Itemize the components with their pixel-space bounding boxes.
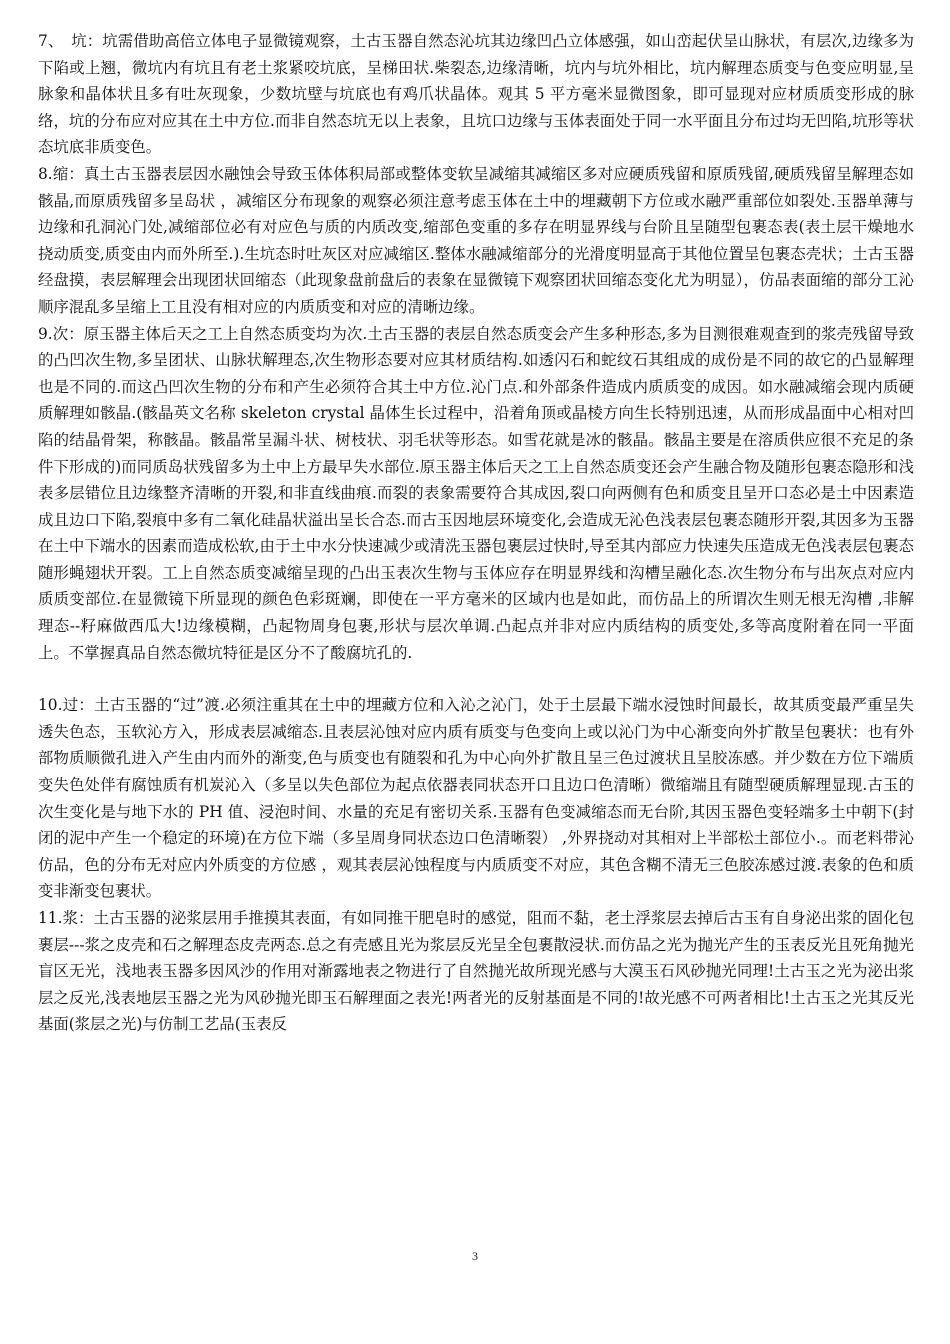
paragraph-7-pit: 7、 坑：坑需借助高倍立体电子显微镜观察，土古玉器自然态沁坑其边缘凹凸立体感强，如山峦起伏呈山脉状，有层次,边缘多为下陷或上翘，微坑内有坑且有老土浆紧咬坑底，呈梯田状.柴裂态,边缘清晰，坑内与坑外相比，坑内解理态质变与色变应明显,呈脉象和晶体状且多有吐灰现象，少数坑壁与坑底也有鸡爪状晶体。观其 5 平方毫米显微图象，即可显现对应材质质变形成的脉络，坑的分布应对应其在土中方位.而非自然态坑无以上表象，且坑口边缘与玉体表面处于同一水平面且分布过均无凹陷,坑形等状态坑底非质变色。	[38, 32, 914, 157]
paragraph-9-secondary: 9.次：原玉器主体后天之工上自然态质变均为次.土古玉器的表层自然态质变会产生多种形态,多为目测很难观查到的浆壳残留导致的凸凹次生物,多呈团状、山脉状解理态,次生物形态要对应其材质结构.如透闪石和蛇纹石其组成的成份是不同的故它的凸显解理也是不同的.而这凸凹次生物的分布和产生必须符合其土中方位.沁门点.和外部条件造成内质质变的成因。如水融减缩会现内质硬质解理如骸晶.(骸晶英文名称 skeleton crystal 晶体生长过程中，沿着角顶或晶棱方向生长特别迅速，从而形成晶面中心相对凹陷的结晶骨架，称骸晶。骸晶常呈漏斗状、树枝状、羽毛状等形态。如雪花就是冰的骸晶。骸晶主要是在溶质供应很不充足的条件下形成的)而同质岛状残留多为土中上方最早失水部位.原玉器主体后天之工上自然态质变还会产生融合物及随形包裹态隐形和浅表多层错位且边缘整齐清晰的开裂,和非直线曲痕.而裂的表象需要符合其成因,裂口向两侧有色和质变且呈开口态必是土中因素造成且边口下陷,裂痕中多有二氧化硅晶状溢出呈长合态.而古玉因地层环境变化,会造成无沁色浅表层包裹态随形开裂,其因多为玉器在土中下端水的因素而造成松软,由于土中水分快速减少或清洗玉器包裹层过快时,导至其内部应力快速失压造成无色浅表层包裹态随形蝇翅状开裂。工上自然态质变减缩呈现的凸出玉表次生物与玉体应存在明显界线和沟槽呈融化态.次生物分布与出灰点对应内质质变部位.在显微镜下所显现的颜色色彩斑斓，即使在一平方毫米的区域内也是如此，而仿品上的所谓次生则无根无沟槽 ,非解理态--籽麻做西瓜大!边缘模糊，凸起物周身包裹,形状与层次单调.凸起点并非对应内质结构的质变处,多等高度附着在同一平面上。不掌握真品自然态微坑特征是区分不了酸腐坑孔的.	[38, 324, 914, 662]
paragraph-11-slurry: 11.浆：土古玉器的泌浆层用手推摸其表面，有如同推干肥皂时的感觉，阻而不黏，老土浮浆层去掉后古玉有自身泌出浆的固化包裹层---浆之皮壳和石之解理态皮壳两态.总之有壳感且光为浆层反光呈全包裹散浸状.而仿品之光为抛光产生的玉表反光且死角抛光盲区无光，浅地表玉器多因风沙的作用对渐露地表之物进行了自然抛光故所现光感与大漠玉石风砂抛光同理!土古玉之光为泌出浆层之反光,浅表地层玉器之光为风砂抛光即玉石解理面之表光!两者光的反射基面是不同的!故光感不可两者相比!土古玉之光其反光基面(浆层之光)与仿制工艺品(玉表反	[38, 909, 914, 1034]
page-number: 3	[472, 1249, 478, 1263]
document-body	[38, 28, 914, 1038]
paragraph-8-shrink: 8.缩：真土古玉器表层因水融蚀会导致玉体体积局部或整体变软呈减缩其减缩区多对应硬质残留和原质残留,硬质残留呈解理态如骸晶,而原质残留多呈岛状 ，减缩区分布现象的观察必须注意考虑玉体在土中的埋藏朝下方位或水融严重部位如裂处.玉器单薄与边缘和孔洞沁门处,减缩部位必有对应色与质的内质改变,缩部色变重的多存在明显界线与台阶且呈随型包裹态表(表土层干燥地水挠动质变,质变由内而外所至.).生坑态时吐灰区对应减缩区.整体水融减缩部分的光滑度明显高于其他位置呈包裹态壳状；土古玉器经盘摸，表层解理会出现团状回缩态（此现象盘前盘后的表象在显微镜下观察团状回缩态变化尤为明显），仿品表面缩的部分工沁顺序混乱多呈缩上工且没有相对应的内质质变和对应的清晰边缘。	[38, 164, 914, 316]
paragraph-10-transition: 10.过：土古玉器的“过”渡.必须注重其在土中的埋藏方位和入沁之沁门，处于土层最下端水浸蚀时间最长，故其质变最严重呈失透失色态，玉软沁方入，形成表层减缩态.且表层沁蚀对应内质有质变与色变向上或以沁门为中心渐变向外扩散呈包裹状：也有外部物质顺微孔进入产生由内而外的渐变,色与质变也有随裂和孔为中心向外扩散且呈三色过渡状且呈胶冻感。并少数在方位下端质变失色处伴有腐蚀质有机炭沁入（多呈以失色部位为起点依器表同状态开口且边口色清晰）微缩端且有随型硬质解理显现.古玉的次生变化是与地下水的 PH 值、浸泡时间、水量的充足有密切关系.玉器有色变减缩态而无台阶,其因玉器色变轻端多土中朝下(封闭的泥中产生一个稳定的环境)在方位下端（多呈周身同状态边口色清晰裂） ,外界挠动对其相对上半部松土部位小.。而老料带沁仿品，色的分布无对应内外质变的方位感 ，观其表层沁蚀程度与内质质变不对应，其色含糊不清无三色胶冻感过渡.表象的色和质变非渐变包裹状。	[38, 696, 914, 901]
